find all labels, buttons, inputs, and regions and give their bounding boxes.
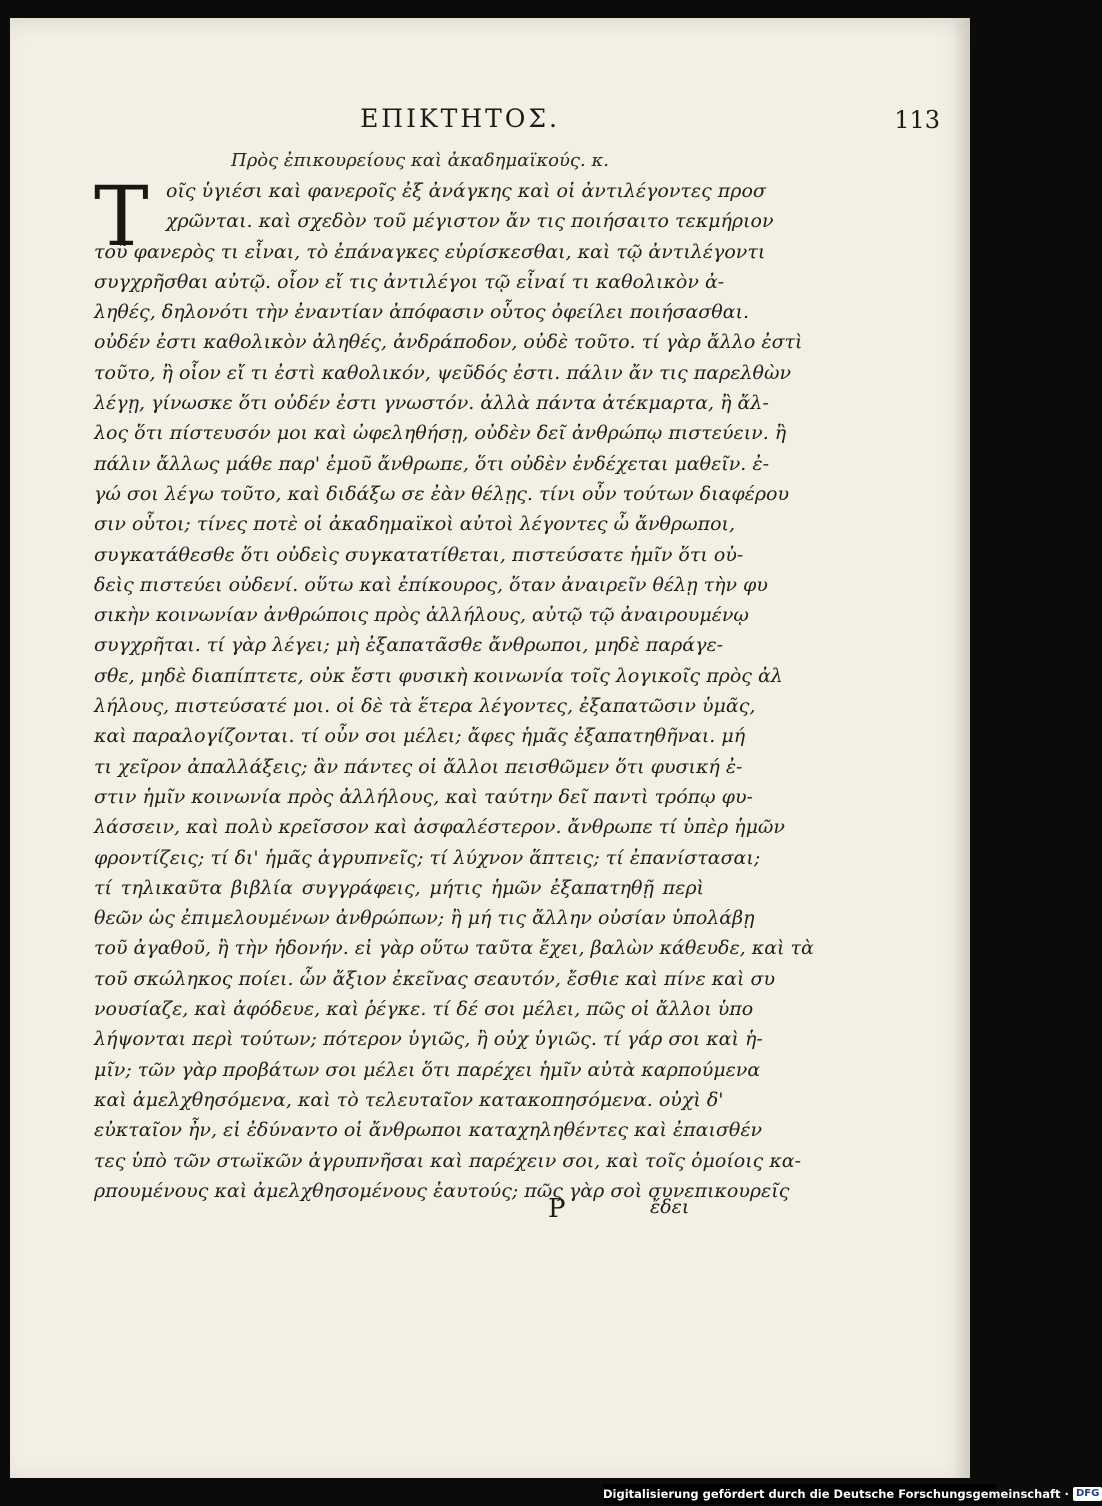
text-line: συγχρῆσθαι αὐτῷ. οἷον εἴ τις ἀντιλέγοι τῷ εἶναί τι καθολικὸν ἀ- [94,270,725,293]
text-line: λήλους, πιστεύσατέ μοι. οἱ δὲ τὰ ἕτερα λέγοντες, ἐξαπατῶσιν ὑμᾶς, [94,695,756,718]
text-line: καὶ παραλογίζονται. τί οὖν σοι μέλει; ἄφες ἡμᾶς ἐξαπατηθῆναι. μή [94,725,746,748]
text-line: λέγῃ, γίνωσκε ὅτι οὐδέν ἐστι γνωστόν. ἀλλὰ πάντα ἀτέκμαρτα, ἢ ἄλ- [94,392,769,415]
text-line: σθε, μηδὲ διαπίπτετε, οὐκ ἔστι φυσικὴ κοινωνία τοῖς λογικοῖς πρὸς ἀλ [94,664,783,687]
text-line: καὶ ἀμελχθησόμενα, καὶ τὸ τελευταῖον κατακοπησόμενα. οὐχὶ δ' [94,1088,724,1111]
chapter-heading: Πρὸς ἐπικουρείους καὶ ἀκαδημαϊκούς. κ. [231,150,609,171]
text-line: ληθές, δηλονότι τὴν ἐναντίαν ἀπόφασιν οὗτος ὀφείλει ποιήσασθαι. [94,301,749,324]
text-line: τοῦ ἀγαθοῦ, ἢ τὴν ἡδονήν. εἰ γὰρ οὕτω ταῦτα ἔχει, βαλὼν κάθευδε, καὶ τὰ [94,937,814,960]
text-line: σιν οὗτοι; τίνες ποτὲ οἱ ἀκαδημαϊκοὶ αὐτοὶ λέγοντες ὦ ἄνθρωποι, [94,513,736,536]
text-line: χρῶνται. καὶ σχεδὸν τοῦ μέγιστον ἄν τις ποιήσαιτο τεκμήριον [166,210,774,233]
page-edge-shadow [952,18,970,1478]
text-line: τοῦ φανερὸς τι εἶναι, τὸ ἐπάναγκες εὑρίσκεσθαι, καὶ τῷ ἀντιλέγοντι [94,240,766,263]
dfg-logo: DFG [1073,1487,1102,1501]
text-line: λήψονται περὶ τούτων; πότερον ὑγιῶς, ἢ οὐχ ὑγιῶς. τί γάρ σοι καὶ ἡ- [94,1028,763,1051]
page-number: 113 [894,106,940,134]
text-line: οὐδέν ἐστι καθολικὸν ἀληθές, ἀνδράποδον, οὐδὲ τοῦτο. τί γὰρ ἄλλο ἐστὶ [94,331,803,354]
text-line: μῖν; τῶν γὰρ προβάτων σοι μέλει ὅτι παρέχει ἡμῖν αὐτὰ καρπούμενα [94,1058,761,1081]
text-line: νουσίαζε, καὶ ἀφόδευε, καὶ ῥέγκε. τί δέ σοι μέλει, πῶς οἱ ἄλλοι ὑπο [94,998,754,1021]
text-line: φροντίζεις; τί δι' ἡμᾶς ἀγρυπνεῖς; τί λύχνον ἅπτεις; τί ἐπανίστασαι; [94,846,761,869]
text-line: συγχρῆται. τί γὰρ λέγει; μὴ ἐξαπατᾶσθε ἄνθρωποι, μηδὲ παράγε- [94,634,724,657]
text-line: τί τηλικαῦτα βιβλία συγγράφεις, μήτις ἡμῶν ἐξαπατηθῇ περὶ [94,876,704,899]
text-line: λάσσειν, καὶ πολὺ κρεῖσσον καὶ ἀσφαλέστερον. ἄνθρωπε τί ὑπὲρ ἡμῶν [94,816,785,839]
signature-mark: P [548,1194,566,1224]
page-header [60,104,950,144]
text-line: πάλιν ἄλλως μάθε παρ' ἐμοῦ ἄνθρωπε, ὅτι οὐδὲν ἐνδέχεται μαθεῖν. ἐ- [94,452,769,475]
text-line: στιν ἡμῖν κοινωνία πρὸς ἀλλήλους, καὶ ταύτην δεῖ παντὶ τρόπῳ φυ- [94,785,753,808]
text-line: τοῦ σκώληκος ποίει. ὧν ἄξιον ἐκεῖνας σεαυτόν, ἔσθιε καὶ πίνε καὶ συ [94,967,776,990]
drop-cap: Τ [94,170,149,265]
text-line: τες ὑπὸ τῶν στωϊκῶν ἀγρυπνῆσαι καὶ παρέχειν σοι, καὶ τοῖς ὁμοίοις κα- [94,1149,802,1172]
text-line: γώ σοι λέγω τοῦτο, καὶ διδάξω σε ἐὰν θέλῃς. τίνι οὖν τούτων διαφέρου [94,482,790,505]
text-line: σικὴν κοινωνίαν ἀνθρώποις πρὸς ἀλλήλους, αὐτῷ τῷ ἀναιρουμένῳ [94,604,749,627]
footer-banner [603,1484,1100,1504]
text-line: οῖς ὑγιέσι καὶ φανεροῖς ἐξ ἀνάγκης καὶ οἱ ἀντιλέγοντες προσ [166,180,766,202]
text-line: λος ὅτι πίστευσόν μοι καὶ ὠφεληθήσῃ, οὐδὲν δεῖ ἀνθρώπῳ πιστεύειν. ἢ [94,422,787,445]
text-line: τι χεῖρον ἀπαλλάξεις; ἂν πάντες οἱ ἄλλοι πεισθῶμεν ὅτι φυσική ἐ- [94,755,743,778]
catchword: ἔδει [650,1196,690,1218]
text-line: συγκατάθεσθε ὅτι οὐδεὶς συγκατατίθεται, πιστεύσατε ἡμῖν ὅτι οὐ- [94,543,744,566]
text-line: ρπουμένους καὶ ἀμελχθησομένους ἑαυτούς; πῶς γὰρ σοὶ συνεπικουρεῖς [94,1179,790,1202]
text-line: τοῦτο, ἢ οἷον εἴ τι ἐστὶ καθολικόν, ψεῦδός ἐστι. πάλιν ἄν τις παρελθὼν [94,361,791,384]
running-title: ΕΠΙΚΤΗΤΟΣ. [360,104,560,133]
text-line: δεὶς πιστεύει οὐδενί. οὕτω καὶ ἐπίκουρος, ὅταν ἀναιρεῖν θέλῃ τὴν φυ [94,573,768,596]
footer-credit-text: Digitalisierung gefördert durch die Deutsche Forschungsgemeinschaft · [603,1487,1069,1501]
text-block [94,170,814,1206]
text-lines [94,170,814,1206]
text-line: εὐκταῖον ἦν, εἰ ἐδύναντο οἱ ἄνθρωποι καταχηληθέντες καὶ ἐπαισθέν [94,1119,763,1142]
text-line: θεῶν ὡς ἐπιμελουμένων ἀνθρώπων; ἢ μή τις ἄλλην οὐσίαν ὑπολάβῃ [94,907,755,930]
book-page [10,18,970,1478]
